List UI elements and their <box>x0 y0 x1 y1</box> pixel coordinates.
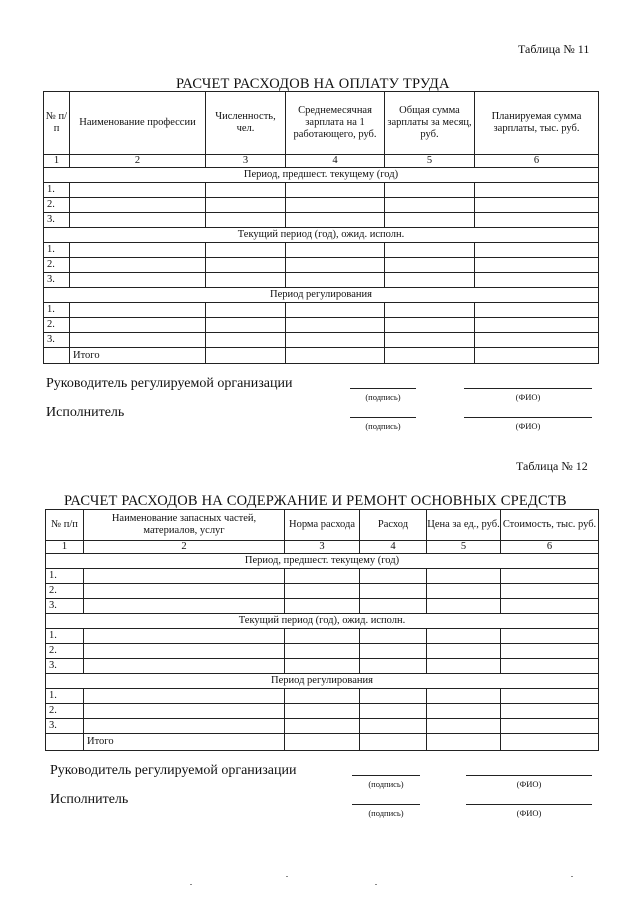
empty-cell[interactable] <box>84 644 285 659</box>
empty-cell[interactable] <box>285 629 360 644</box>
column-number: 6 <box>475 155 599 168</box>
empty-cell[interactable] <box>206 303 286 318</box>
row-number: 1. <box>46 689 84 704</box>
header-cell: Общая сумма зарплаты за месяц, руб. <box>385 92 475 155</box>
empty-cell[interactable] <box>385 333 475 348</box>
empty-cell[interactable] <box>206 333 286 348</box>
table-title: РАСЧЕТ РАСХОДОВ НА ОПЛАТУ ТРУДА <box>176 76 450 92</box>
column-number: 1 <box>46 541 84 554</box>
empty-cell[interactable] <box>360 719 427 734</box>
name-hint: (ФИО) <box>515 392 541 402</box>
empty-cell[interactable] <box>385 243 475 258</box>
head-label: Руководитель регулируемой организации <box>46 376 293 391</box>
header-cell: Численность, чел. <box>206 92 286 155</box>
empty-cell[interactable] <box>286 318 385 333</box>
header-cell: Наименование профессии <box>70 92 206 155</box>
empty-cell[interactable] <box>84 629 285 644</box>
empty-cell[interactable] <box>70 333 206 348</box>
empty-cell[interactable] <box>385 198 475 213</box>
empty-cell <box>44 348 70 364</box>
section-header: Период регулирования <box>44 288 599 303</box>
empty-cell[interactable] <box>501 659 599 674</box>
empty-cell[interactable] <box>360 659 427 674</box>
empty-cell[interactable] <box>501 644 599 659</box>
empty-cell[interactable] <box>286 243 385 258</box>
name-hint: (ФИО) <box>516 779 542 789</box>
empty-cell[interactable] <box>427 734 501 751</box>
empty-cell[interactable] <box>285 584 360 599</box>
empty-cell[interactable] <box>70 183 206 198</box>
empty-cell[interactable] <box>285 599 360 614</box>
empty-cell[interactable] <box>427 689 501 704</box>
table-row <box>46 584 599 599</box>
empty-cell[interactable] <box>475 318 599 333</box>
labor-cost-table <box>43 91 599 364</box>
empty-cell[interactable] <box>206 273 286 288</box>
header-cell: Среднемесячная зарплата на 1 работающего, руб. <box>286 92 385 155</box>
empty-cell[interactable] <box>70 318 206 333</box>
sign-hint: (подпись) <box>368 808 404 818</box>
column-number: 1 <box>44 155 70 168</box>
empty-cell[interactable] <box>286 333 385 348</box>
empty-cell[interactable] <box>286 348 385 364</box>
executor-label: Исполнитель <box>50 792 129 807</box>
sign-hint: (подпись) <box>365 392 401 402</box>
empty-cell[interactable] <box>206 243 286 258</box>
name-hint: (ФИО) <box>516 808 542 818</box>
empty-cell[interactable] <box>360 584 427 599</box>
empty-cell[interactable] <box>70 258 206 273</box>
table-row <box>46 599 599 614</box>
scan-speck <box>190 884 192 885</box>
empty-cell[interactable] <box>427 659 501 674</box>
executor-label: Исполнитель <box>46 405 125 420</box>
empty-cell[interactable] <box>70 213 206 228</box>
empty-cell[interactable] <box>84 704 285 719</box>
empty-cell[interactable] <box>286 198 385 213</box>
empty-cell[interactable] <box>501 569 599 584</box>
column-number-row <box>46 541 599 554</box>
empty-cell[interactable] <box>501 689 599 704</box>
head-label: Руководитель регулируемой организации <box>50 763 297 778</box>
row-number: 2. <box>44 318 70 333</box>
empty-cell[interactable] <box>385 213 475 228</box>
column-number: 4 <box>360 541 427 554</box>
table-row <box>46 719 599 734</box>
header-cell: Расход <box>360 510 427 541</box>
empty-cell[interactable] <box>427 629 501 644</box>
row-number: 1. <box>46 569 84 584</box>
table-row <box>46 689 599 704</box>
row-number: 3. <box>44 333 70 348</box>
empty-cell[interactable] <box>501 719 599 734</box>
table-row <box>44 318 599 333</box>
signature-line[interactable] <box>350 388 416 389</box>
row-number: 1. <box>44 243 70 258</box>
column-number: 5 <box>427 541 501 554</box>
empty-cell[interactable] <box>70 198 206 213</box>
empty-cell[interactable] <box>475 348 599 364</box>
total-row <box>46 734 599 751</box>
empty-cell[interactable] <box>475 198 599 213</box>
row-number: 3. <box>44 213 70 228</box>
empty-cell[interactable] <box>286 258 385 273</box>
empty-cell[interactable] <box>286 183 385 198</box>
table-label: Таблица № 11 <box>518 42 590 56</box>
empty-cell[interactable] <box>84 599 285 614</box>
column-number: 2 <box>70 155 206 168</box>
empty-cell[interactable] <box>285 659 360 674</box>
name-line[interactable] <box>464 417 592 418</box>
empty-cell[interactable] <box>285 734 360 751</box>
row-number: 2. <box>46 704 84 719</box>
row-number: 1. <box>44 303 70 318</box>
column-number: 3 <box>285 541 360 554</box>
empty-cell[interactable] <box>427 569 501 584</box>
empty-cell[interactable] <box>84 719 285 734</box>
signature-line[interactable] <box>352 804 420 805</box>
empty-cell[interactable] <box>501 599 599 614</box>
section-header: Текущий период (год), ожид. исполн. <box>44 228 599 243</box>
table-row <box>46 629 599 644</box>
signature-line[interactable] <box>352 775 420 776</box>
table-row <box>46 644 599 659</box>
column-number: 3 <box>206 155 286 168</box>
name-line[interactable] <box>466 804 592 805</box>
empty-cell[interactable] <box>427 599 501 614</box>
name-line[interactable] <box>466 775 592 776</box>
row-number: 2. <box>46 584 84 599</box>
empty-cell[interactable] <box>360 569 427 584</box>
table-label: Таблица № 12 <box>516 459 588 473</box>
header-row <box>46 510 599 541</box>
scan-speck <box>571 876 573 877</box>
sign-hint: (подпись) <box>365 421 401 431</box>
table-row <box>44 303 599 318</box>
column-number: 5 <box>385 155 475 168</box>
table-row <box>44 273 599 288</box>
section-header: Текущий период (год), ожид. исполн. <box>46 614 599 629</box>
section-header: Период регулирования <box>46 674 599 689</box>
scan-speck <box>375 884 377 885</box>
empty-cell[interactable] <box>501 629 599 644</box>
empty-cell[interactable] <box>385 303 475 318</box>
empty-cell[interactable] <box>360 644 427 659</box>
empty-cell[interactable] <box>285 719 360 734</box>
table-row <box>44 243 599 258</box>
header-cell: Наименование запасных частей, материалов, услуг <box>84 510 285 541</box>
row-number: 3. <box>46 659 84 674</box>
name-hint: (ФИО) <box>515 421 541 431</box>
table-row <box>44 333 599 348</box>
empty-cell[interactable] <box>427 704 501 719</box>
empty-cell[interactable] <box>286 273 385 288</box>
maintenance-cost-table <box>45 509 599 751</box>
header-cell: Цена за ед., руб. <box>427 510 501 541</box>
empty-cell[interactable] <box>360 734 427 751</box>
total-row <box>44 348 599 364</box>
table-row <box>46 659 599 674</box>
total-label: Итого <box>84 734 285 751</box>
empty-cell[interactable] <box>427 719 501 734</box>
empty-cell[interactable] <box>475 273 599 288</box>
empty-cell[interactable] <box>360 629 427 644</box>
empty-cell[interactable] <box>206 183 286 198</box>
empty-cell[interactable] <box>70 243 206 258</box>
empty-cell[interactable] <box>206 213 286 228</box>
column-number: 2 <box>84 541 285 554</box>
empty-cell[interactable] <box>475 303 599 318</box>
header-cell: № п/п <box>46 510 84 541</box>
empty-cell[interactable] <box>84 689 285 704</box>
empty-cell[interactable] <box>84 584 285 599</box>
scan-speck <box>286 876 288 877</box>
empty-cell[interactable] <box>285 569 360 584</box>
empty-cell[interactable] <box>501 704 599 719</box>
table-row <box>44 198 599 213</box>
empty-cell[interactable] <box>285 689 360 704</box>
name-line[interactable] <box>464 388 592 389</box>
empty-cell[interactable] <box>70 303 206 318</box>
table-row <box>44 183 599 198</box>
empty-cell[interactable] <box>475 183 599 198</box>
empty-cell[interactable] <box>286 303 385 318</box>
empty-cell[interactable] <box>206 258 286 273</box>
row-number: 3. <box>46 599 84 614</box>
row-number: 2. <box>44 258 70 273</box>
row-number: 1. <box>46 629 84 644</box>
header-cell: Стоимость, тыс. руб. <box>501 510 599 541</box>
empty-cell[interactable] <box>385 348 475 364</box>
empty-cell[interactable] <box>501 734 599 751</box>
empty-cell[interactable] <box>385 183 475 198</box>
empty-cell[interactable] <box>206 348 286 364</box>
section-header: Период, предшест. текущему (год) <box>46 554 599 569</box>
row-number: 2. <box>46 644 84 659</box>
column-number: 6 <box>501 541 599 554</box>
empty-cell[interactable] <box>70 273 206 288</box>
empty-cell[interactable] <box>206 198 286 213</box>
row-number: 3. <box>46 719 84 734</box>
column-number: 4 <box>286 155 385 168</box>
empty-cell[interactable] <box>427 584 501 599</box>
section-header: Период, предшест. текущему (год) <box>44 168 599 183</box>
table-title: РАСЧЕТ РАСХОДОВ НА СОДЕРЖАНИЕ И РЕМОНТ ОСНОВНЫХ СРЕДСТВ <box>64 493 567 509</box>
empty-cell[interactable] <box>475 258 599 273</box>
empty-cell[interactable] <box>360 599 427 614</box>
empty-cell[interactable] <box>385 273 475 288</box>
empty-cell[interactable] <box>385 258 475 273</box>
empty-cell[interactable] <box>385 318 475 333</box>
header-row <box>44 92 599 155</box>
empty-cell[interactable] <box>286 213 385 228</box>
header-cell: Планируемая сумма зарплаты, тыс. руб. <box>475 92 599 155</box>
signature-line[interactable] <box>350 417 416 418</box>
table-row <box>44 213 599 228</box>
table-row <box>46 704 599 719</box>
row-number: 2. <box>44 198 70 213</box>
empty-cell[interactable] <box>206 318 286 333</box>
total-label: Итого <box>70 348 206 364</box>
empty-cell[interactable] <box>475 243 599 258</box>
empty-cell[interactable] <box>285 644 360 659</box>
table-row <box>44 258 599 273</box>
empty-cell <box>46 734 84 751</box>
header-cell: № п/п <box>44 92 70 155</box>
column-number-row <box>44 155 599 168</box>
header-cell: Норма расхода <box>285 510 360 541</box>
empty-cell[interactable] <box>84 569 285 584</box>
empty-cell[interactable] <box>285 704 360 719</box>
row-number: 3. <box>44 273 70 288</box>
empty-cell[interactable] <box>501 584 599 599</box>
empty-cell[interactable] <box>475 213 599 228</box>
empty-cell[interactable] <box>427 644 501 659</box>
empty-cell[interactable] <box>475 333 599 348</box>
table-row <box>46 569 599 584</box>
sign-hint: (подпись) <box>368 779 404 789</box>
empty-cell[interactable] <box>360 704 427 719</box>
empty-cell[interactable] <box>360 689 427 704</box>
empty-cell[interactable] <box>84 659 285 674</box>
row-number: 1. <box>44 183 70 198</box>
